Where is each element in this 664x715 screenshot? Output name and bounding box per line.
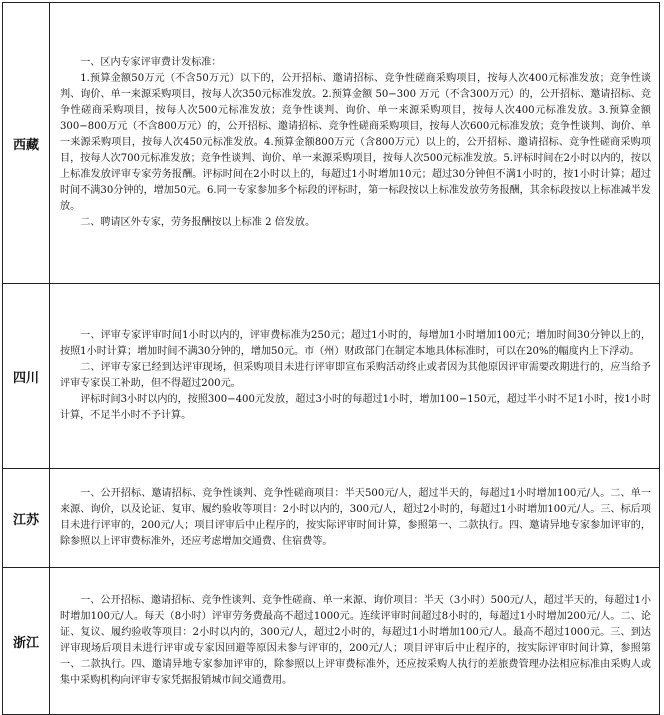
expert-fee-table bbox=[2, 2, 660, 715]
table-row-sichuan bbox=[3, 284, 660, 469]
content-paragraph: 一、区内专家评审费计发标准： bbox=[80, 57, 222, 68]
region-content bbox=[50, 284, 660, 469]
content-paragraph: 评标时间3小时以内的，按照300−400元发放，超过3小时的每超过1小时，增加100−150元，超过半小时不足1小时，按1小时计算，不足半小时不予计算。 bbox=[60, 394, 651, 421]
content-paragraph: 二、聘请区外专家，劳务报酬按以上标准 2 倍发放。 bbox=[80, 217, 316, 228]
region-label: 四川 bbox=[3, 284, 50, 469]
region-content bbox=[50, 469, 660, 568]
content-paragraph: 二、评审专家已经到达评审现场，但采购项目未进行评审即宣布采购活动终止或者因为其他原因评审需要改期进行的，应当给予评审专家误工补助，但不得超过200元。 bbox=[60, 362, 651, 389]
content-paragraph: 一、公开招标、邀请招标、竞争性谈判、竞争性磋商项目：半天500元/人，超过半天的，每超过1小时增加100元/人。二、单一来源、询价，以及论证、复审、履约验收等项目：2小时以内的，300元/人，超过2小时的，每超过1小时增加100元/人。三、标后项目未进行评审的，200元/人；项目评审后中止程序的，按实际评审时间计算，参照第一、二款执行。四、邀请异地专家参加评审的，除参照以上评审费标准外，还应考虑增加交通费、住宿费等。 bbox=[60, 488, 651, 547]
table-row-jiangsu bbox=[3, 469, 660, 568]
region-content bbox=[50, 568, 660, 715]
content-paragraph: 一、公开招标、邀请招标、竞争性谈判、竞争性磋商、单一来源、询价项目：半天（3小时）500元/人，超过半天的，每超过1小时增加100元/人。每天（8小时）评审劳务费最高不超过1000元。连续评审时间超过8小时的，每超过1小时增加200元/人。二、论证、复议、履约验收等项目：2小时以内的，300元/人，超过2小时的，每超过1小时增加100元/人。最高不超过1000元。三、到达评审现场后项目未进行评审或专家因回避等原因未参与评审的，200元/人；项目评审后中止程序的，按实际评审时间计算，参照第一、二款执行。四、邀请异地专家参加评审的，除参照以上评审费标准外，还应按采购人执行的差旅费管理办法相应标准由采购人或集中采购机构向评审专家凭据报销城市间交通费用。 bbox=[60, 595, 651, 686]
table-row-zhejiang bbox=[3, 568, 660, 715]
table-row-xizang bbox=[3, 3, 660, 284]
region-label: 西藏 bbox=[3, 3, 50, 284]
region-content bbox=[50, 3, 660, 284]
content-paragraph: 一、评审专家评审时间1小时以内的，评审费标准为250元；超过1小时的，每增加1小时增加100元；增加时间30分钟以上的，按照1小时计算；增加时间不满30分钟的，增加50元。市（州）财政部门在制定本地具体标准时，可以在20%的幅度内上下浮动。 bbox=[60, 330, 651, 357]
region-label: 浙江 bbox=[3, 568, 50, 715]
region-label: 江苏 bbox=[3, 469, 50, 568]
content-paragraph: 1.预算金额50万元（不含50万元）以下的，公开招标、邀请招标、竞争性磋商采购项目，按每人次400元标准发放；竞争性谈判、询价、单一来源采购项目，按每人次350元标准发放。2.预算金额 50−300 万元（不含300万元）的，公开招标、邀请招标、竞争性磋商采购项目，按每人次500元标准发放；竞争性谈判、询价、单一来源采购项目，按每人次400元标准发放。3.预算金额300−800万元（不含800万元）的，公开招标、邀请招标、竞争性磋商采购项目，按每人次600元标准发放；竞争性谈判、询价、单一来源采购项目，按每人次450元标准发放。4.预算金额800万元（含800万元）以上的，公开招标、邀请招标、竞争性磋商采购项目，按每人次700元标准发放；竞争性谈判、询价、单一来源采购项目，按每人次500元标准发放。5.评标时间在2小时以内的，按以上标准发放评审专家劳务报酬。评标时间在2小时以上的，每超过1小时增加10元；超过30分钟但不满1小时的，按1小时计算；超过时间不满30分钟的，增加50元。6.同一专家参加多个标段的评标时，第一标段按以上标准发放劳务报酬，其余标段按以上标准减半发放。 bbox=[60, 73, 651, 212]
